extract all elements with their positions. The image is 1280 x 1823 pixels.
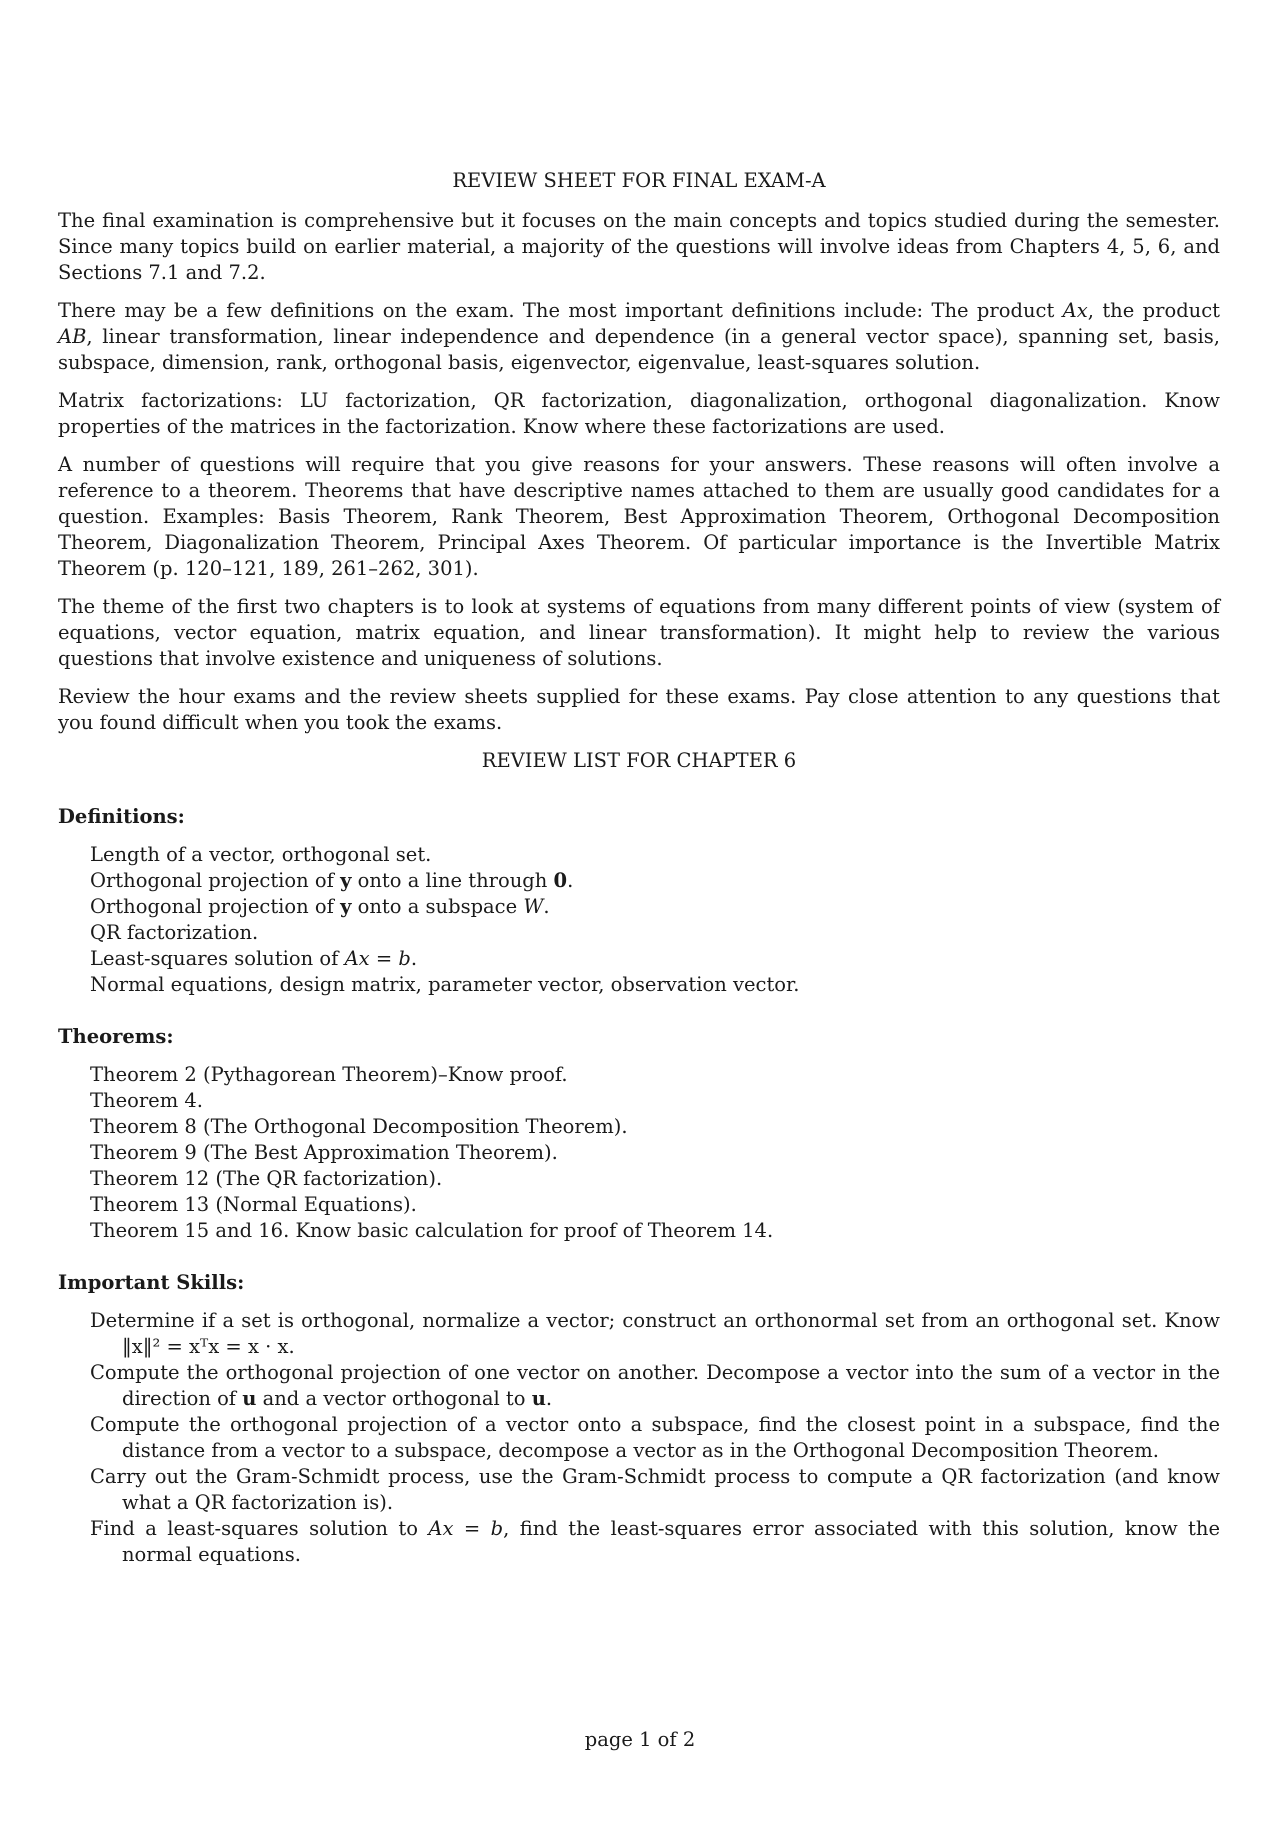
math-zero: 0: [553, 869, 568, 892]
text-span: onto a line through: [351, 869, 554, 892]
intro-paragraph-5: The theme of the first two chapters is to look at systems of equations from many different points of view (system of equations, vector equation, matrix equation, and linear transformation). It might help to review the various questions that involve existence and uniqueness of solutions.: [58, 595, 1220, 670]
math-u: u: [531, 1387, 546, 1410]
theorem-item: Theorem 12 (The QR factorization).: [90, 1167, 443, 1190]
definition-item: [90, 894, 1220, 920]
math-norm: ‖x‖² = xᵀx = x · x.: [122, 1335, 295, 1358]
text-span: Determine if a set is orthogonal, normalize a vector; construct an orthonormal set from an orthogonal set. Know: [90, 1309, 1220, 1332]
math-y: y: [340, 895, 352, 918]
text-span: Find a least-squares solution to: [90, 1517, 429, 1540]
skill-item: [90, 1516, 1220, 1568]
text-span: There may be a few definitions on the exam. The most important definitions include: The product: [58, 299, 1063, 322]
definitions-list: [90, 842, 1220, 998]
skills-heading: Important Skills:: [58, 1271, 245, 1294]
intro-paragraph-4: A number of questions will require that you give reasons for your answers. These reasons will often involve a reference to a theorem. Theorems that have descriptive names attached to them are usually good candidates for a question. Examples: Basis Theorem, Rank Theorem, Best Approximation Theorem, Orthogonal Decomposition Theorem, Diagonalization Theorem, Principal Axes Theorem. Of particular importance is the Invertible Matrix Theorem (p. 120–121, 189, 261–262, 301).: [58, 453, 1220, 580]
text-span: Orthogonal projection of: [90, 895, 341, 918]
theorems-list: [90, 1062, 1220, 1244]
intro-paragraph-2: [58, 298, 1220, 376]
text-span: , linear transformation, linear independence and dependence (in a general vector space), spanning set, basis, subspace, dimension, rank, orthogonal basis, eigenvector, eigenvalue, least-squares solution.: [58, 325, 1220, 374]
math-y: y: [340, 869, 352, 892]
text-span: and a vector orthogonal to: [256, 1387, 532, 1410]
math-ab: AB: [58, 325, 87, 348]
theorem-item: Theorem 15 and 16. Know basic calculation for proof of Theorem 14.: [90, 1219, 774, 1242]
theorem-item: Theorem 2 (Pythagorean Theorem)–Know proof.: [90, 1063, 568, 1086]
text-span: , the product: [1087, 299, 1220, 322]
definition-item: QR factorization.: [90, 921, 259, 944]
math-ax: Ax: [1062, 299, 1088, 322]
skill-item: [90, 1308, 1220, 1360]
skill-item: [90, 1360, 1220, 1412]
math-axb: Ax = b: [428, 1517, 504, 1540]
theorem-item: Theorem 13 (Normal Equations).: [90, 1193, 417, 1216]
section-title: REVIEW LIST FOR CHAPTER 6: [481, 749, 797, 772]
text-span: .: [567, 869, 574, 892]
skill-item: Compute the orthogonal projection of a vector onto a subspace, find the closest point in a subspace, find the distance from a vector to a subspace, decompose a vector as in the Orthogonal Decomposition Theorem.: [90, 1413, 1220, 1462]
text-span: .: [543, 895, 550, 918]
skills-list: [90, 1308, 1220, 1568]
document-page: [58, 168, 1220, 1568]
definition-item: Length of a vector, orthogonal set.: [90, 843, 432, 866]
intro-paragraph-1: The final examination is comprehensive but it focuses on the main concepts and topics studied during the semester. Since many topics build on earlier material, a majority of the questions will involve ideas from Chapters 4, 5, 6, and Sections 7.1 and 7.2.: [58, 209, 1220, 284]
intro-paragraph-3: Matrix factorizations: LU factorization, QR factorization, diagonalization, orthogonal diagonalization. Know properties of the matrices in the factorization. Know where these factorizations are used.: [58, 389, 1220, 438]
text-span: Orthogonal projection of: [90, 869, 341, 892]
text-span: onto a subspace: [351, 895, 524, 918]
page-title: REVIEW SHEET FOR FINAL EXAM-A: [452, 169, 826, 192]
definition-item: Normal equations, design matrix, parameter vector, observation vector.: [90, 973, 800, 996]
definition-item: [90, 946, 1220, 972]
math-axb: Ax = b: [344, 947, 411, 970]
text-span: .: [410, 947, 418, 970]
definition-item: [90, 868, 1220, 894]
definitions-heading: Definitions:: [58, 805, 185, 828]
theorems-heading: Theorems:: [58, 1025, 174, 1048]
page-number: page 1 of 2: [584, 1728, 696, 1751]
skill-item: Carry out the Gram-Schmidt process, use the Gram-Schmidt process to compute a QR factorization (and know what a QR factorization is).: [90, 1465, 1220, 1514]
text-span: Compute the orthogonal projection of one vector on another. Decompose a vector into the sum of a vector in the direction of: [90, 1361, 1220, 1410]
text-span: .: [545, 1387, 553, 1410]
text-span: , find the least-squares error associated with this solution, know the normal equations.: [122, 1517, 1220, 1566]
math-u: u: [242, 1387, 257, 1410]
theorem-item: Theorem 8 (The Orthogonal Decomposition Theorem).: [90, 1115, 628, 1138]
intro-paragraph-6: Review the hour exams and the review sheets supplied for these exams. Pay close attention to any questions that you found difficult when you took the exams.: [58, 685, 1220, 734]
math-w: W: [523, 895, 544, 918]
text-span: Least-squares solution of: [90, 947, 345, 970]
theorem-item: Theorem 4.: [90, 1089, 204, 1112]
theorem-item: Theorem 9 (The Best Approximation Theorem).: [90, 1141, 558, 1164]
